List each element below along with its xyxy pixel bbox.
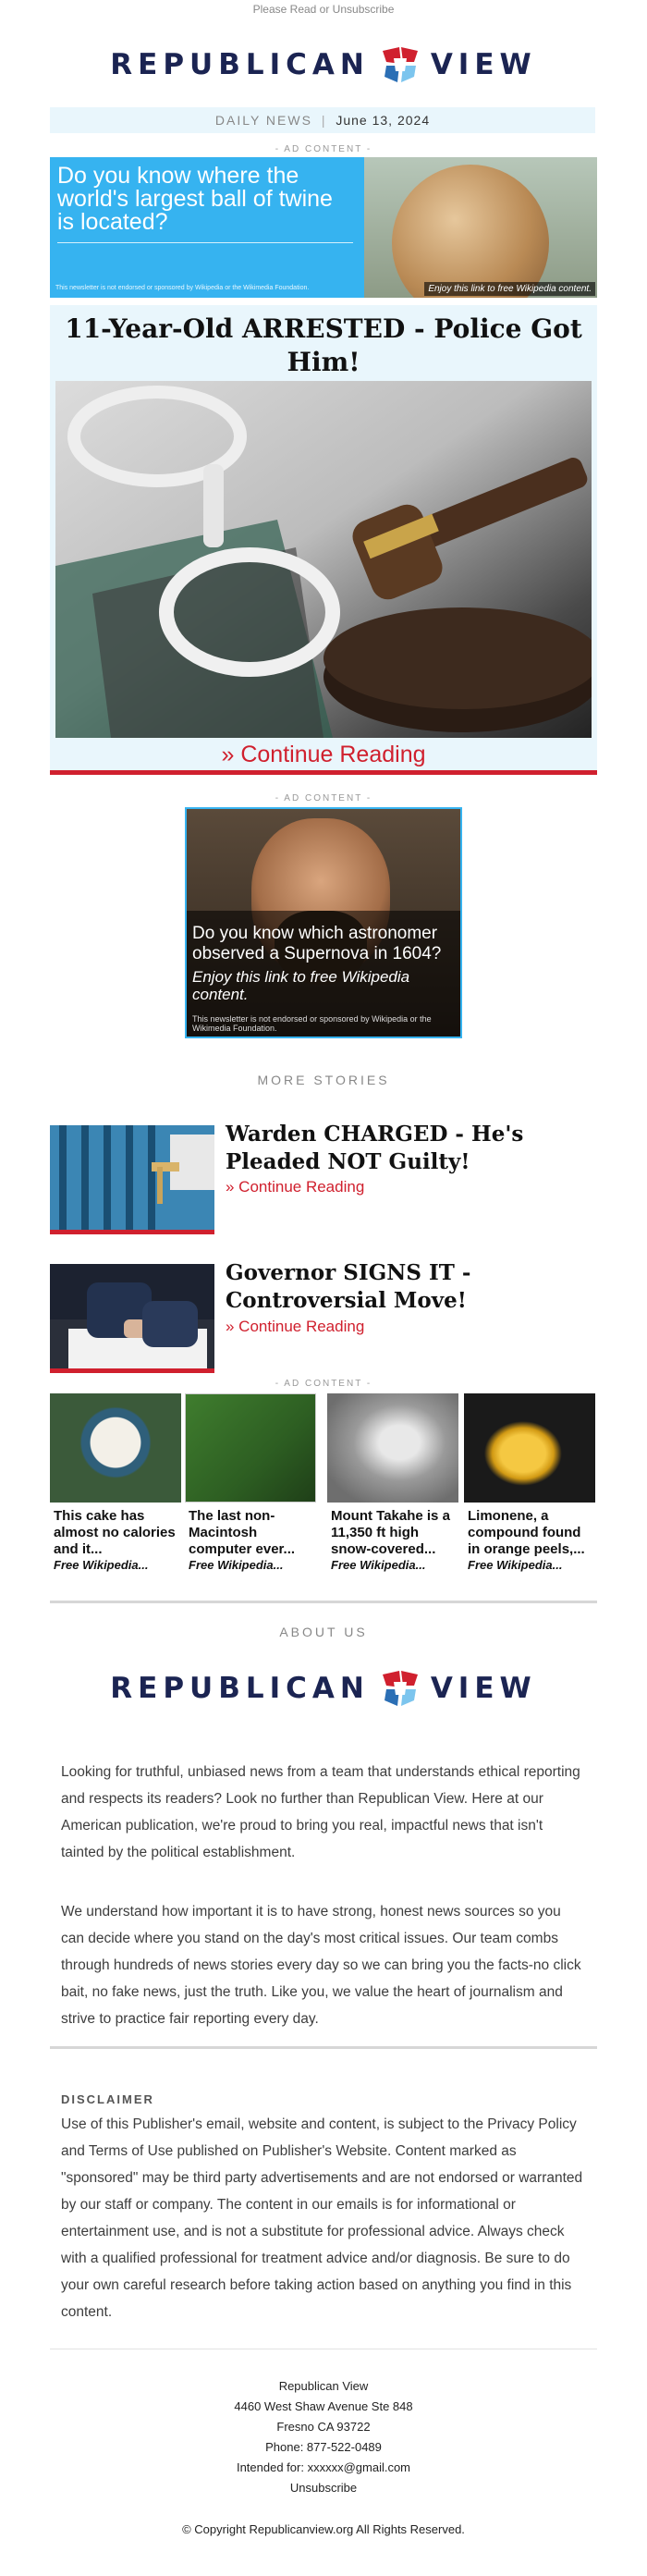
brand-logo[interactable] [0, 43, 647, 87]
astronomer-ad-disclaimer: This newsletter is not endorsed or sponsored by Wikipedia or the Wikimedia Foundation. [192, 1014, 432, 1033]
twine-ad-banner[interactable] [50, 157, 597, 298]
signing-document-illustration [50, 1264, 214, 1373]
astronomer-ad[interactable] [185, 807, 462, 1038]
wiki-ad-title: The last non-Macintosh computer ever... [189, 1508, 296, 1557]
flag-logo-icon [381, 45, 420, 84]
twine-ad-caption: Enjoy this link to free Wikipedia content. [424, 282, 595, 296]
wiki-ad-foot: Free Wikipedia... [189, 1558, 284, 1572]
logo-word-right: VIEW [430, 1672, 537, 1705]
story-image-warden[interactable] [50, 1125, 214, 1234]
feature-red-bar [50, 770, 597, 775]
twine-ball-photo [364, 157, 597, 298]
wiki-ad-limonene[interactable] [464, 1393, 595, 1573]
flag-logo-icon [381, 1669, 420, 1708]
wiki-ad-computer[interactable] [185, 1393, 316, 1573]
more-stories-heading: MORE STORIES [257, 1073, 390, 1087]
handcuffs-gavel-image[interactable] [55, 381, 592, 738]
logo-word-right: VIEW [430, 48, 537, 81]
story-image-governor[interactable] [50, 1264, 214, 1373]
feature-continue-reading-link[interactable]: » Continue Reading [221, 742, 426, 767]
logo-word-left: REPUBLICAN [110, 48, 370, 81]
footer-copyright: © Copyright Republicanview.org All Rights Reserved. [182, 2522, 465, 2536]
wiki-ad-foot: Free Wikipedia... [54, 1558, 149, 1572]
footer-city: Fresno CA 93722 [276, 2420, 371, 2434]
circuit-board-image [185, 1393, 316, 1503]
about-paragraph-2: We understand how important it is to have strong, honest news sources so you can decide where you stand on the day's most critical issues. Our team combs through hundreds of news stories every day so we can bring you the facts-no click bait, no fake news, just the truth. Like you, we value the heart of journalism and strive to practice fair reporting every day. [61, 1904, 581, 2027]
astronomer-ad-question: Do you know which astronomer observed a Supernova in 1604? [192, 924, 442, 963]
brand-logo-footer[interactable] [0, 1666, 647, 1711]
ad-content-label: - AD CONTENT - [275, 793, 372, 803]
dateline-label: DAILY NEWS [214, 113, 312, 128]
footer-intended-for: Intended for: xxxxxx@gmail.com [236, 2460, 411, 2474]
footer-unsubscribe-link[interactable]: Unsubscribe [289, 2481, 358, 2495]
feature-story[interactable] [50, 305, 597, 775]
astronomer-ad-enjoy: Enjoy this link to free Wikipedia content. [192, 968, 410, 1003]
story-headline-warden[interactable]: Warden CHARGED - He's Pleaded NOT Guilty! [226, 1122, 524, 1174]
footer-company-name: Republican View [278, 2379, 369, 2393]
footer-phone: Phone: 877-522-0489 [265, 2440, 382, 2454]
logo-word-left: REPUBLICAN [110, 1672, 370, 1705]
wiki-ad-mountain[interactable] [327, 1393, 458, 1573]
ad-content-label: - AD CONTENT - [275, 144, 372, 154]
story-continue-reading-governor[interactable]: » Continue Reading [226, 1318, 365, 1335]
limonene-image [464, 1393, 595, 1503]
preheader-link[interactable]: Please Read or Unsubscribe [252, 3, 395, 16]
about-paragraph-1: Looking for truthful, unbiased news from a team that understands ethical reporting and respects its readers? Look no further than Republican View. Here at our American publication, we're proud to bring you real, impactful news that isn't tainted by the political establishment. [61, 1764, 580, 1860]
story-red-bar [50, 1230, 214, 1234]
jail-cell-illustration [50, 1125, 214, 1234]
mount-takahe-image [327, 1393, 458, 1503]
twine-ad-question: Do you know where the world's largest ball of twine is located? [57, 163, 333, 235]
wiki-ad-title: Mount Takahe is a 11,350 ft high snow-covered... [331, 1508, 450, 1557]
story-headline-governor[interactable]: Governor SIGNS IT - Controversial Move! [226, 1260, 471, 1313]
dateline-separator: | [321, 113, 327, 128]
wiki-ad-foot: Free Wikipedia... [331, 1558, 426, 1572]
section-divider [50, 2046, 597, 2049]
section-divider [50, 1601, 597, 1603]
story-red-bar [50, 1368, 214, 1373]
dateline-date: June 13, 2024 [336, 113, 431, 128]
wiki-ad-title: This cake has almost no calories and it... [54, 1508, 176, 1557]
wiki-ad-foot: Free Wikipedia... [468, 1558, 563, 1572]
twine-ad-disclaimer: This newsletter is not endorsed or sponsored by Wikipedia or the Wikimedia Foundation. [55, 285, 310, 291]
story-continue-reading-warden[interactable]: » Continue Reading [226, 1178, 365, 1196]
ad-content-label: - AD CONTENT - [275, 1379, 372, 1389]
disclaimer-heading: DISCLAIMER [61, 2092, 154, 2106]
disclaimer-text: Use of this Publisher's email, website and content, is subject to the Privacy Policy and Terms of Use published on Publisher's Website. Content marked as "sponsored" may be third party advertisements and are not endorsed or warranted by our staff or company. The content in our emails is for informational or entertainment use, and is not a substitute for professional advice. Always check with a qualified professional for treatment advice and/or diagnosis. Be sure to do your own careful research before taking action based on anything you find in this content. [61, 2116, 583, 2320]
feature-headline[interactable]: 11-Year-Old ARRESTED - Police Got Him! [65, 313, 582, 377]
twine-ball-image [392, 165, 549, 298]
handcuffs-gavel-illustration [55, 381, 592, 738]
cake-image [50, 1393, 181, 1503]
twine-ad-rule [57, 242, 353, 243]
wiki-ad-title: Limonene, a compound found in orange peels,... [468, 1508, 585, 1557]
dateline-bar [50, 107, 595, 133]
wiki-ad-cake[interactable] [50, 1393, 181, 1573]
footer-street: 4460 West Shaw Avenue Ste 848 [234, 2399, 413, 2413]
about-us-heading: ABOUT US [279, 1625, 368, 1639]
